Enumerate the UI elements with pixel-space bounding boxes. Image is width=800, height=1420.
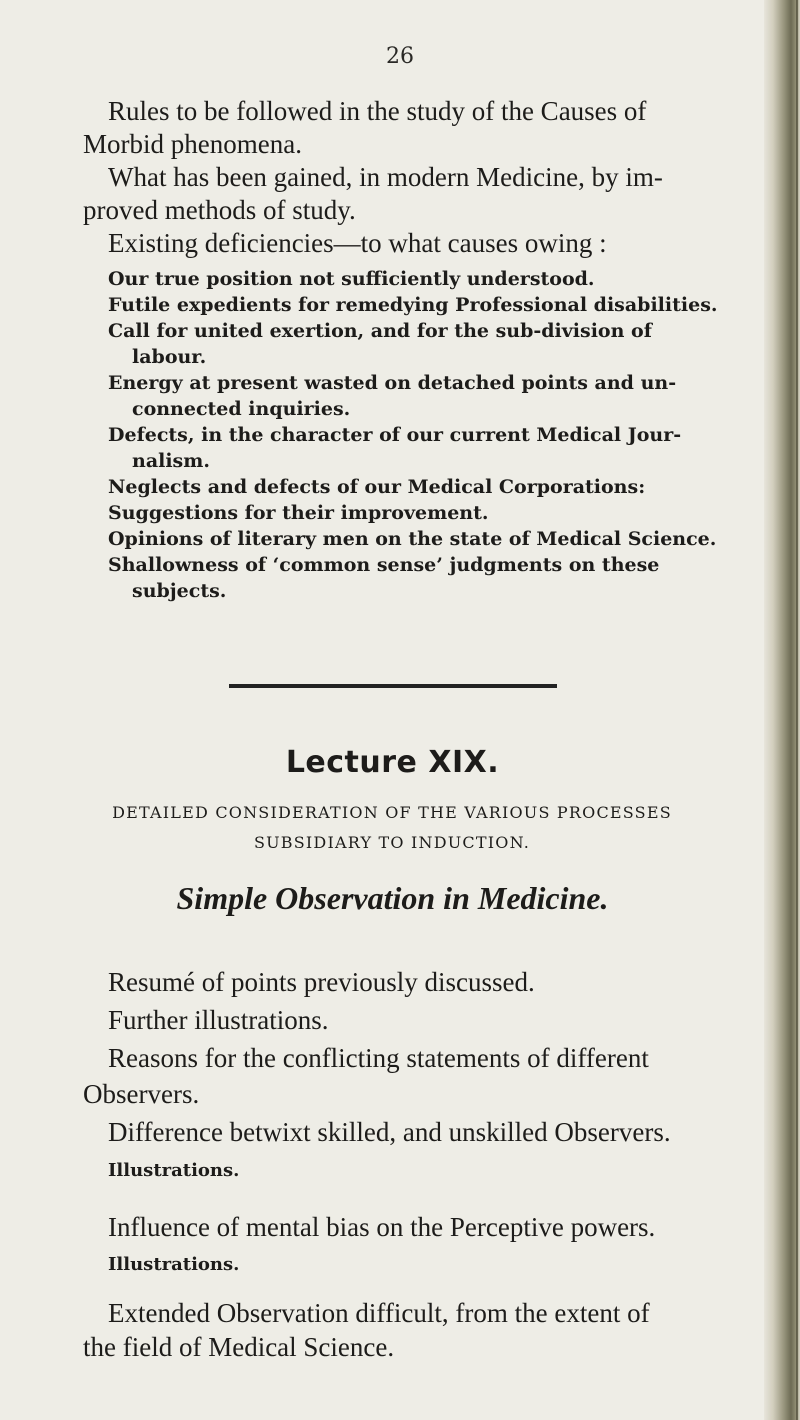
- sub-item-3-line-2: labour.: [132, 346, 207, 368]
- lecture-item-1: Resumé of points previously discussed.: [108, 967, 535, 997]
- sub-item-2: Futile expedients for remedying Professional disabilities.: [108, 294, 718, 316]
- lecture-item-2: Further illustrations.: [108, 1005, 329, 1035]
- paragraph-1-line-2: Morbid phenomena.: [83, 129, 302, 159]
- lecture-description-line-2: SUBSIDIARY TO INDUCTION.: [253, 833, 531, 852]
- sub-item-3-line-1: Call for united exertion, and for the sub-division of: [108, 320, 652, 342]
- page-number: 26: [386, 44, 414, 69]
- lecture-item-3-line-1: Reasons for the conflicting statements of different: [108, 1043, 649, 1073]
- lecture-heading: Lecture XIX.: [285, 745, 500, 780]
- sub-item-4-line-1: Energy at present wasted on detached points and un-: [108, 372, 677, 394]
- sub-item-5-line-1: Defects, in the character of our current Medical Jour-: [108, 424, 682, 446]
- section-divider: [229, 684, 557, 688]
- page-edge-shadow: [764, 0, 800, 1420]
- paragraph-3-line-1: Existing deficiencies—to what causes owing :: [108, 228, 607, 258]
- lecture-subtitle: Simple Observation in Medicine.: [176, 880, 609, 916]
- sub-item-1: Our true position not sufficiently understood.: [108, 268, 595, 290]
- paragraph-1-line-1: Rules to be followed in the study of the Causes of: [108, 96, 647, 126]
- lecture-item-6: Influence of mental bias on the Perceptive powers.: [108, 1212, 656, 1242]
- lecture-item-8-line-1: Extended Observation difficult, from the extent of: [108, 1298, 650, 1328]
- sub-item-7: Suggestions for their improvement.: [108, 502, 489, 524]
- paragraph-2-line-2: proved methods of study.: [83, 195, 356, 225]
- paragraph-2-line-1: What has been gained, in modern Medicine, by im-: [108, 162, 663, 192]
- lecture-item-8-line-2: the field of Medical Science.: [83, 1332, 395, 1362]
- sub-item-8: Opinions of literary men on the state of Medical Science.: [108, 528, 717, 550]
- sub-item-4-line-2: connected inquiries.: [132, 398, 351, 420]
- sub-item-5-line-2: nalism.: [132, 450, 210, 472]
- page-edge-line: [796, 0, 798, 1420]
- sub-item-9-line-1: Shallowness of ‘common sense’ judgments on these: [108, 554, 660, 576]
- lecture-description-line-1: DETAILED CONSIDERATION OF THE VARIOUS PROCESSES: [112, 803, 672, 822]
- lecture-item-3-line-2: Observers.: [83, 1079, 200, 1109]
- sub-item-6: Neglects and defects of our Medical Corporations:: [108, 476, 646, 498]
- illustrations-note-2: Illustrations.: [108, 1254, 240, 1275]
- lecture-item-4: Difference betwixt skilled, and unskilled Observers.: [108, 1117, 671, 1147]
- sub-item-9-line-2: subjects.: [132, 580, 227, 602]
- illustrations-note-1: Illustrations.: [108, 1160, 240, 1181]
